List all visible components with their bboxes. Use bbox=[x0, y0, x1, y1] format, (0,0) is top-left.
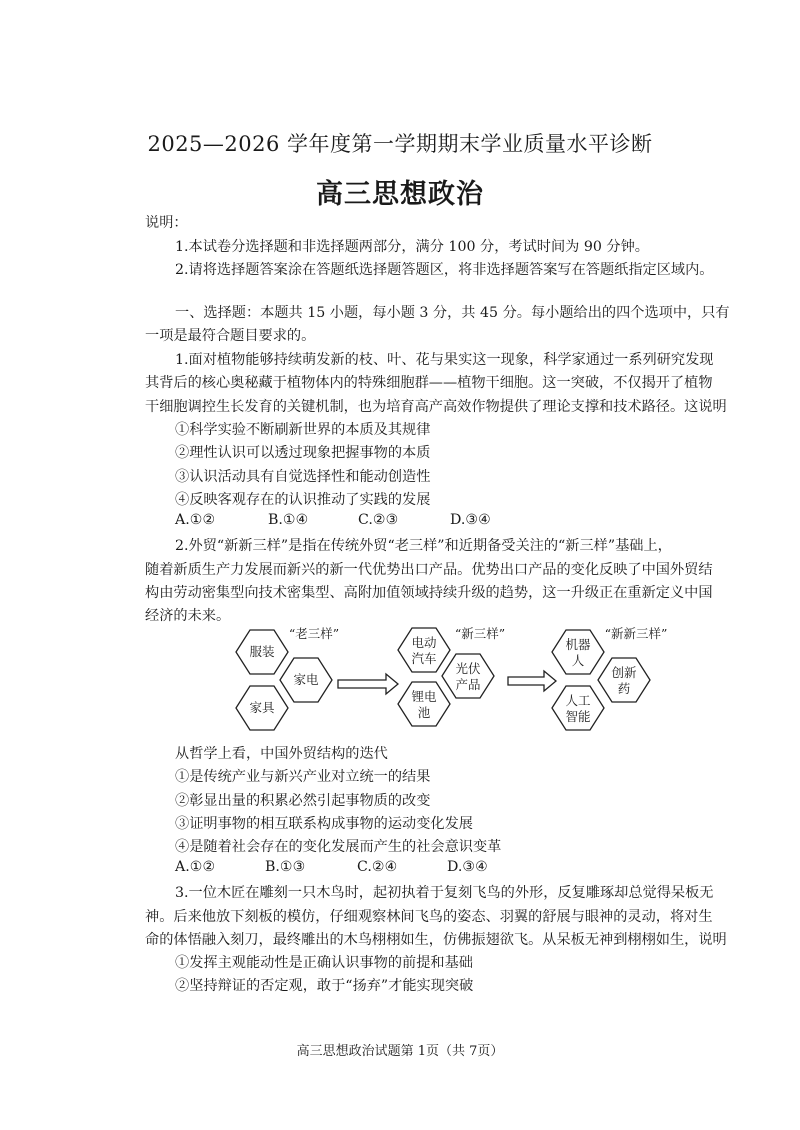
section1-intro-line1: 一、选择题：本题共 15 小题，每小题 3 分，共 45 分。每小题给出的四个选项中，只有 bbox=[175, 305, 730, 321]
new-group-label: “新三样” bbox=[454, 626, 506, 641]
q2-stem-line4: 经济的未来。 bbox=[145, 608, 231, 624]
newnew-item-2-line1: 创新 bbox=[611, 665, 637, 680]
q1-statement-3: ③认识活动具有自觉选择性和能动创造性 bbox=[175, 469, 431, 485]
q2-option-d: D.③④ bbox=[447, 859, 488, 875]
newnew-item-3-line2: 智能 bbox=[565, 709, 591, 724]
new-item-3-line2: 池 bbox=[417, 705, 431, 720]
newnew-item-3-line1: 人工 bbox=[565, 693, 591, 708]
q1-stem-line1: 1.面对植物能够持续萌发新的枝、叶、花与果实这一现象，科学家通过一系列研究发现 bbox=[175, 352, 714, 368]
page-footer: 高三思想政治试题第 1页（共 7页） bbox=[296, 1044, 504, 1059]
q1-statement-4: ④反映客观存在的认识推动了实践的发展 bbox=[175, 492, 431, 508]
q1-option-c: C.②③ bbox=[358, 512, 399, 528]
q2-statement-3: ③证明事物的相互联系构成事物的运动变化发展 bbox=[175, 816, 473, 832]
old-item-1: 服装 bbox=[249, 644, 275, 659]
old-item-2: 家电 bbox=[293, 672, 319, 687]
newnew-item-1-line1: 机器 bbox=[565, 637, 591, 652]
q2-statement-1: ①是传统产业与新兴产业对立统一的结果 bbox=[175, 769, 431, 785]
new-item-3-line1: 锂电 bbox=[411, 689, 437, 704]
q2-statement-2: ②彰显出量的积累必然引起事物质的改变 bbox=[175, 793, 431, 809]
q1-statement-2: ②理性认识可以透过现象把握事物的本质 bbox=[175, 445, 431, 461]
newnew-item-1-line2: 人 bbox=[571, 653, 585, 668]
instructions-label: 说明： bbox=[145, 215, 188, 231]
instruction-item-1: 1.本试卷分选择题和非选择题两部分，满分 100 分，考试时间为 90 分钟。 bbox=[175, 239, 649, 255]
q1-stem-line2: 其背后的核心奥秘藏于植物体内的特殊细胞群——植物干细胞。这一突破，不仅揭开了植物 bbox=[145, 375, 713, 391]
old-group-label: “老三样” bbox=[288, 626, 340, 641]
new-item-2-line1: 光伏 bbox=[455, 661, 481, 676]
q3-statement-1: ①发挥主观能动性是正确认识事物的前提和基础 bbox=[175, 955, 473, 971]
q3-stem-line2: 神。后来他放下刻板的模仿，仔细观察林间飞鸟的姿态、羽翼的舒展与眼神的灵动，将对生 bbox=[145, 909, 713, 925]
q2-stem-line2: 随着新质生产力发展而新兴的新一代优势出口产品。优势出口产品的变化反映了中国外贸结 bbox=[145, 562, 713, 578]
arrow-2 bbox=[508, 671, 556, 691]
q1-option-a: A.①② bbox=[175, 512, 216, 528]
old-item-3: 家具 bbox=[249, 700, 275, 715]
instruction-item-2: 2.请将选择题答案涂在答题纸选择题答题区，将非选择题答案写在答题纸指定区域内。 bbox=[175, 262, 714, 278]
q2-stem-line3: 构由劳动密集型向技术密集型、高附加值领域持续升级的趋势，这一升级正在重新定义中国 bbox=[145, 585, 713, 601]
newnew-item-2-line2: 药 bbox=[617, 681, 631, 696]
section1-intro-line2: 一项是最符合题目要求的。 bbox=[145, 328, 316, 344]
new-item-1-line1: 电动 bbox=[411, 635, 437, 650]
q2-stem-line1: 2.外贸“新新三样”是指在传统外贸“老三样”和近期备受关注的“新三样”基础上， bbox=[175, 538, 672, 554]
newnew-group-label: “新新三样” bbox=[604, 626, 668, 641]
trade-structure-diagram bbox=[230, 622, 670, 742]
q1-option-d: D.③④ bbox=[450, 512, 491, 528]
q3-stem-line1: 3.一位木匠在雕刻一只木鸟时，起初执着于复刻飞鸟的外形，反复雕琢却总觉得呆板无 bbox=[175, 885, 714, 901]
q3-statement-2: ②坚持辩证的否定观，敢于“扬弃”才能实现突破 bbox=[175, 978, 474, 994]
q3-stem-line3: 命的体悟融入刻刀，最终雕出的木鸟栩栩如生，仿佛振翅欲飞。从呆板无神到栩栩如生，说明 bbox=[145, 932, 727, 948]
subject-title: 高三思想政治 bbox=[316, 179, 484, 210]
q1-statement-1: ①科学实验不断刷新世界的本质及其规律 bbox=[175, 422, 431, 438]
q2-option-c: C.②④ bbox=[357, 859, 398, 875]
q2-option-a: A.①② bbox=[175, 859, 216, 875]
exam-title: 2025—2026 学年度第一学期期末学业质量水平诊断 bbox=[147, 132, 653, 156]
new-item-2-line2: 产品 bbox=[455, 677, 481, 692]
q2-lead: 从哲学上看，中国外贸结构的迭代 bbox=[175, 746, 388, 762]
q1-option-b: B.①④ bbox=[268, 512, 309, 528]
new-item-1-line2: 汽车 bbox=[411, 651, 437, 666]
q2-statement-4: ④是随着社会存在的变化发展而产生的社会意识变革 bbox=[175, 839, 502, 855]
q1-stem-line3: 干细胞调控生长发育的关键机制，也为培育高产高效作物提供了理论支撑和技术路径。这说明 bbox=[145, 399, 727, 415]
arrow-1 bbox=[338, 674, 398, 694]
q2-option-b: B.①③ bbox=[265, 859, 306, 875]
